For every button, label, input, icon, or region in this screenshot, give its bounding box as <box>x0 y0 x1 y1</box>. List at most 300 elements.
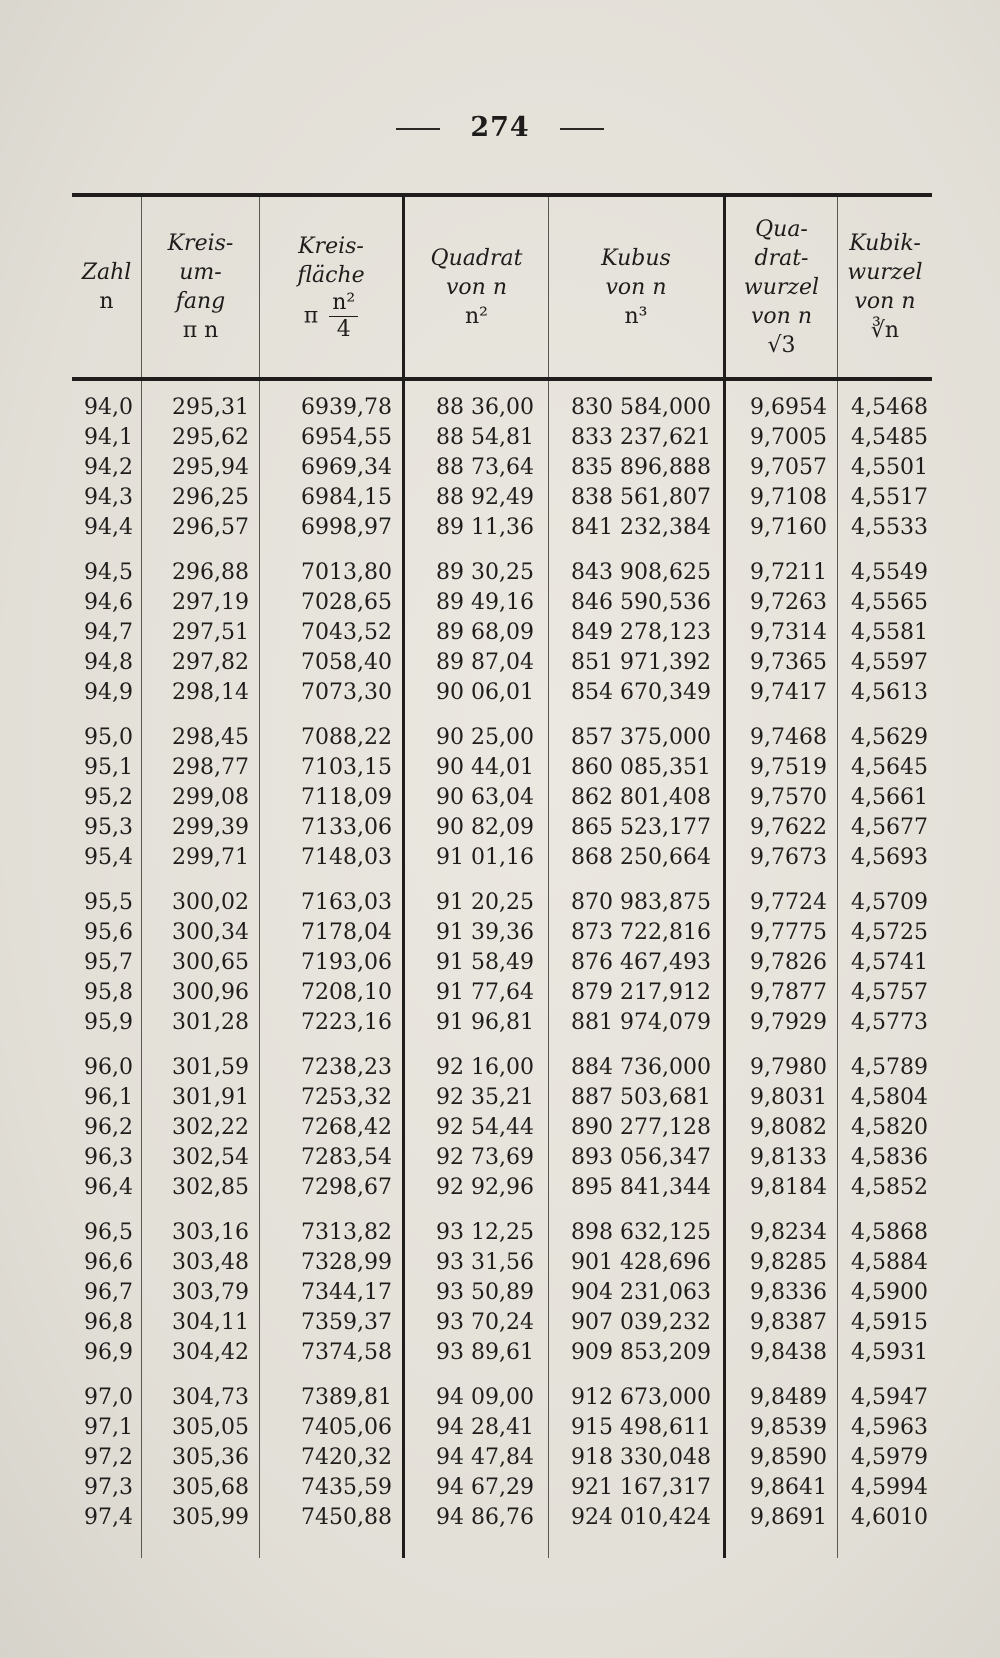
table-cell: 4,5804 <box>851 1085 928 1110</box>
table-cell: 4,5613 <box>851 680 928 705</box>
table-cell: 9,8489 <box>750 1385 827 1410</box>
table-cell: 854 670,349 <box>571 680 711 705</box>
table-cell: 9,8387 <box>750 1310 827 1335</box>
table-cell: 7420,32 <box>301 1445 392 1470</box>
table-cell: 898 632,125 <box>571 1220 711 1245</box>
row-group <box>260 1383 402 1533</box>
row-group <box>838 1383 932 1533</box>
table-cell: 860 085,351 <box>571 755 711 780</box>
table-cell: 9,7673 <box>750 845 827 870</box>
table-cell: 9,8285 <box>750 1250 827 1275</box>
table-cell: 92 35,21 <box>436 1085 534 1110</box>
table-cell: 9,7160 <box>750 515 827 540</box>
table-cell: 95,9 <box>84 1010 133 1035</box>
table-cell: 90 82,09 <box>436 815 534 840</box>
header-kubus <box>549 197 726 377</box>
table-cell: 4,5517 <box>851 485 928 510</box>
row-group <box>838 393 932 543</box>
table-cell: 296,88 <box>172 560 249 585</box>
row-group <box>260 723 402 873</box>
table-cell: 907 039,232 <box>571 1310 711 1335</box>
table-cell: 303,48 <box>172 1250 249 1275</box>
table-cell: 92 16,00 <box>436 1055 534 1080</box>
table-cell: 299,71 <box>172 845 249 870</box>
header-zahl-label: Zahl <box>81 260 132 285</box>
table-cell: 9,8031 <box>750 1085 827 1110</box>
table-cell: 96,2 <box>84 1115 133 1140</box>
table-cell: 6969,34 <box>301 455 392 480</box>
table-cell: 299,08 <box>172 785 249 810</box>
table-cell: 830 584,000 <box>571 395 711 420</box>
table-cell: 912 673,000 <box>571 1385 711 1410</box>
table-cell: 7223,16 <box>301 1010 392 1035</box>
table-cell: 305,68 <box>172 1475 249 1500</box>
table-cell: 6998,97 <box>301 515 392 540</box>
table-cell: 4,5900 <box>851 1280 928 1305</box>
row-group <box>260 393 402 543</box>
table-cell: 88 92,49 <box>436 485 534 510</box>
table-cell: 96,4 <box>84 1175 133 1200</box>
header-kubus-symbol: n³ <box>624 303 648 329</box>
column-quadratwurzel <box>726 381 838 1558</box>
table-cell: 6954,55 <box>301 425 392 450</box>
row-group <box>260 558 402 708</box>
header-kwurzel-line3: von n <box>854 289 916 314</box>
table-cell: 302,22 <box>172 1115 249 1140</box>
column-kreisflaeche <box>260 381 405 1558</box>
table-cell: 4,5915 <box>851 1310 928 1335</box>
table-cell: 305,05 <box>172 1415 249 1440</box>
table-cell: 91 96,81 <box>436 1010 534 1035</box>
table-cell: 7178,04 <box>301 920 392 945</box>
table-cell: 89 49,16 <box>436 590 534 615</box>
table-cell: 6939,78 <box>301 395 392 420</box>
table-cell: 93 50,89 <box>436 1280 534 1305</box>
table-cell: 9,8641 <box>750 1475 827 1500</box>
table-cell: 4,5581 <box>851 620 928 645</box>
table-cell: 94 67,29 <box>436 1475 534 1500</box>
table-cell: 4,5501 <box>851 455 928 480</box>
table-cell: 301,91 <box>172 1085 249 1110</box>
row-group <box>838 723 932 873</box>
row-group <box>549 393 723 543</box>
table-cell: 7359,37 <box>301 1310 392 1335</box>
table-cell: 904 231,063 <box>571 1280 711 1305</box>
row-group <box>405 723 548 873</box>
header-qwurzel-line1: Qua- <box>755 216 808 242</box>
row-group <box>72 888 141 1038</box>
table-cell: 96,6 <box>84 1250 133 1275</box>
table-cell: 95,2 <box>84 785 133 810</box>
table-cell: 851 971,392 <box>571 650 711 675</box>
table-cell: 4,5549 <box>851 560 928 585</box>
table-cell: 92 73,69 <box>436 1145 534 1170</box>
row-group <box>726 1383 837 1533</box>
table-cell: 96,9 <box>84 1340 133 1365</box>
table-cell: 9,8184 <box>750 1175 827 1200</box>
table-cell: 4,5677 <box>851 815 928 840</box>
table-cell: 4,5533 <box>851 515 928 540</box>
table-cell: 4,5820 <box>851 1115 928 1140</box>
row-group <box>549 888 723 1038</box>
table-cell: 924 010,424 <box>571 1505 711 1530</box>
table-cell: 838 561,807 <box>571 485 711 510</box>
row-group <box>405 558 548 708</box>
table-cell: 7313,82 <box>301 1220 392 1245</box>
table-cell: 303,79 <box>172 1280 249 1305</box>
column-quadrat <box>405 381 549 1558</box>
table-cell: 4,5693 <box>851 845 928 870</box>
table-cell: 7253,32 <box>301 1085 392 1110</box>
row-group <box>726 723 837 873</box>
table-cell: 88 73,64 <box>436 455 534 480</box>
table-cell: 94 86,76 <box>436 1505 534 1530</box>
header-quadrat-line1: Quadrat <box>430 245 523 271</box>
row-group <box>549 723 723 873</box>
table-cell: 89 68,09 <box>436 620 534 645</box>
table-cell: 9,7211 <box>750 560 827 585</box>
table-cell: 301,28 <box>172 1010 249 1035</box>
table-cell: 297,82 <box>172 650 249 675</box>
table-cell: 295,62 <box>172 425 249 450</box>
table-cell: 91 20,25 <box>436 890 534 915</box>
table-cell: 9,7826 <box>750 950 827 975</box>
page-number <box>0 112 1000 143</box>
column-kreisumfang <box>142 381 260 1558</box>
row-group <box>72 723 141 873</box>
table-cell: 94,5 <box>84 560 133 585</box>
table-cell: 7405,06 <box>301 1415 392 1440</box>
table-cell: 9,7468 <box>750 725 827 750</box>
row-group <box>142 888 259 1038</box>
header-kwurzel-line2: wurzel <box>847 260 923 285</box>
table-cell: 9,7929 <box>750 1010 827 1035</box>
row-group <box>142 1053 259 1203</box>
table-cell: 94,7 <box>84 620 133 645</box>
table-cell: 96,5 <box>84 1220 133 1245</box>
column-kubikwurzel <box>838 381 932 1558</box>
table-cell: 93 70,24 <box>436 1310 534 1335</box>
table-cell: 7193,06 <box>301 950 392 975</box>
table-cell: 4,5773 <box>851 1010 928 1035</box>
table-cell: 95,1 <box>84 755 133 780</box>
table-cell: 94 28,41 <box>436 1415 534 1440</box>
table-cell: 4,5661 <box>851 785 928 810</box>
table-cell: 298,14 <box>172 680 249 705</box>
table-cell: 9,7570 <box>750 785 827 810</box>
table-cell: 95,5 <box>84 890 133 915</box>
header-kubikwurzel <box>838 197 932 377</box>
table-cell: 9,8539 <box>750 1415 827 1440</box>
table-cell: 94,4 <box>84 515 133 540</box>
table-cell: 4,5629 <box>851 725 928 750</box>
table-cell: 7283,54 <box>301 1145 392 1170</box>
table-cell: 96,8 <box>84 1310 133 1335</box>
table-cell: 91 77,64 <box>436 980 534 1005</box>
row-group <box>142 1218 259 1368</box>
table-cell: 7013,80 <box>301 560 392 585</box>
table-cell: 4,5757 <box>851 980 928 1005</box>
row-group <box>142 558 259 708</box>
table-cell: 4,5931 <box>851 1340 928 1365</box>
header-kreisumfang <box>142 197 260 377</box>
table-cell: 9,7417 <box>750 680 827 705</box>
table-cell: 90 63,04 <box>436 785 534 810</box>
table-cell: 90 06,01 <box>436 680 534 705</box>
table-cell: 4,5994 <box>851 1475 928 1500</box>
row-group <box>838 558 932 708</box>
table-cell: 870 983,875 <box>571 890 711 915</box>
table-cell: 7268,42 <box>301 1115 392 1140</box>
table-cell: 9,8590 <box>750 1445 827 1470</box>
table-cell: 7118,09 <box>301 785 392 810</box>
table-cell: 97,1 <box>84 1415 133 1440</box>
table-cell: 4,6010 <box>851 1505 928 1530</box>
table-cell: 4,5963 <box>851 1415 928 1440</box>
table-cell: 4,5741 <box>851 950 928 975</box>
table-cell: 9,6954 <box>750 395 827 420</box>
table-cell: 4,5979 <box>851 1445 928 1470</box>
table-cell: 876 467,493 <box>571 950 711 975</box>
table-cell: 296,57 <box>172 515 249 540</box>
row-group <box>838 1053 932 1203</box>
table-cell: 7374,58 <box>301 1340 392 1365</box>
table-cell: 7058,40 <box>301 650 392 675</box>
table-cell: 300,96 <box>172 980 249 1005</box>
row-group <box>726 1053 837 1203</box>
table-cell: 873 722,816 <box>571 920 711 945</box>
table-cell: 94,0 <box>84 395 133 420</box>
header-quadrat <box>405 197 549 377</box>
table-cell: 9,8234 <box>750 1220 827 1245</box>
table-cell: 90 44,01 <box>436 755 534 780</box>
table-cell: 9,7057 <box>750 455 827 480</box>
table-cell: 893 056,347 <box>571 1145 711 1170</box>
header-zahl-symbol: n <box>99 289 114 314</box>
table-cell: 9,8082 <box>750 1115 827 1140</box>
row-group <box>549 1383 723 1533</box>
table-cell: 93 89,61 <box>436 1340 534 1365</box>
table-cell: 9,7622 <box>750 815 827 840</box>
fraction <box>329 290 358 343</box>
header-flaeche-line1: Kreis- <box>298 233 364 259</box>
table-cell: 295,31 <box>172 395 249 420</box>
row-group <box>72 1218 141 1368</box>
row-group <box>72 1053 141 1203</box>
row-group <box>260 888 402 1038</box>
table-cell: 884 736,000 <box>571 1055 711 1080</box>
table-cell: 89 11,36 <box>436 515 534 540</box>
table-cell: 835 896,888 <box>571 455 711 480</box>
table-cell: 9,7775 <box>750 920 827 945</box>
header-zahl <box>72 197 142 377</box>
table-cell: 96,3 <box>84 1145 133 1170</box>
table-cell: 304,73 <box>172 1385 249 1410</box>
table-cell: 868 250,664 <box>571 845 711 870</box>
table-cell: 94 09,00 <box>436 1385 534 1410</box>
table-cell: 4,5485 <box>851 425 928 450</box>
table-cell: 305,36 <box>172 1445 249 1470</box>
table-cell: 88 36,00 <box>436 395 534 420</box>
header-kwurzel-line1: Kubik- <box>849 231 921 256</box>
header-kubus-line2: von n <box>605 274 667 300</box>
table-cell: 9,8691 <box>750 1505 827 1530</box>
table-cell: 833 237,621 <box>571 425 711 450</box>
table-cell: 96,7 <box>84 1280 133 1305</box>
table-cell: 4,5852 <box>851 1175 928 1200</box>
table-cell: 7450,88 <box>301 1505 392 1530</box>
left-dash <box>396 128 440 130</box>
row-group <box>142 1383 259 1533</box>
table-cell: 9,8438 <box>750 1340 827 1365</box>
table-cell: 9,7108 <box>750 485 827 510</box>
table-cell: 9,8133 <box>750 1145 827 1170</box>
table-cell: 304,11 <box>172 1310 249 1335</box>
table-cell: 95,6 <box>84 920 133 945</box>
row-group <box>726 888 837 1038</box>
row-group <box>838 1218 932 1368</box>
table-cell: 909 853,209 <box>571 1340 711 1365</box>
header-qwurzel-line4: von n <box>750 303 812 329</box>
table-cell: 849 278,123 <box>571 620 711 645</box>
table-cell: 95,4 <box>84 845 133 870</box>
table-header <box>72 197 932 377</box>
table-cell: 7148,03 <box>301 845 392 870</box>
table-cell: 865 523,177 <box>571 815 711 840</box>
table-cell: 7389,81 <box>301 1385 392 1410</box>
header-kwurzel-symbol: ∛n <box>870 318 900 343</box>
row-group <box>549 1218 723 1368</box>
row-group <box>405 1383 548 1533</box>
row-group <box>726 1218 837 1368</box>
column-zahl <box>72 381 142 1558</box>
table-cell: 97,2 <box>84 1445 133 1470</box>
table-cell: 90 25,00 <box>436 725 534 750</box>
table-cell: 92 54,44 <box>436 1115 534 1140</box>
table-cell: 901 428,696 <box>571 1250 711 1275</box>
table-cell: 94,6 <box>84 590 133 615</box>
table-cell: 921 167,317 <box>571 1475 711 1500</box>
table-cell: 300,02 <box>172 890 249 915</box>
table-cell: 96,1 <box>84 1085 133 1110</box>
row-group <box>549 1053 723 1203</box>
table-cell: 915 498,611 <box>571 1415 711 1440</box>
row-group <box>72 558 141 708</box>
table-cell: 4,5836 <box>851 1145 928 1170</box>
row-group <box>405 393 548 543</box>
table-cell: 95,7 <box>84 950 133 975</box>
fraction-denominator: 4 <box>336 316 351 342</box>
table-cell: 7328,99 <box>301 1250 392 1275</box>
row-group <box>405 888 548 1038</box>
table-cell: 297,51 <box>172 620 249 645</box>
row-group <box>405 1053 548 1203</box>
table-cell: 95,8 <box>84 980 133 1005</box>
table-cell: 93 31,56 <box>436 1250 534 1275</box>
row-group <box>726 393 837 543</box>
header-umfang-line2: um- <box>179 260 222 285</box>
table-cell: 96,0 <box>84 1055 133 1080</box>
table-cell: 297,19 <box>172 590 249 615</box>
table-cell: 9,7877 <box>750 980 827 1005</box>
header-quadrat-line2: von n <box>445 274 507 300</box>
row-group <box>142 723 259 873</box>
table-cell: 843 908,625 <box>571 560 711 585</box>
fraction-numerator: n² <box>329 290 358 317</box>
header-qwurzel-line3: wurzel <box>743 274 820 300</box>
table-cell: 4,5468 <box>851 395 928 420</box>
table-cell: 94,9 <box>84 680 133 705</box>
table-cell: 296,25 <box>172 485 249 510</box>
table-cell: 305,99 <box>172 1505 249 1530</box>
table-cell: 94,8 <box>84 650 133 675</box>
table-cell: 4,5725 <box>851 920 928 945</box>
table-cell: 7435,59 <box>301 1475 392 1500</box>
table-cell: 7344,17 <box>301 1280 392 1305</box>
table-cell: 7088,22 <box>301 725 392 750</box>
table-cell: 7298,67 <box>301 1175 392 1200</box>
row-group <box>838 888 932 1038</box>
table-cell: 92 92,96 <box>436 1175 534 1200</box>
table-cell: 4,5597 <box>851 650 928 675</box>
table-cell: 7103,15 <box>301 755 392 780</box>
table-cell: 9,7724 <box>750 890 827 915</box>
table-cell: 89 30,25 <box>436 560 534 585</box>
table-cell: 91 01,16 <box>436 845 534 870</box>
row-group <box>726 558 837 708</box>
pi-symbol: π <box>303 303 319 328</box>
row-group <box>260 1218 402 1368</box>
table-cell: 94,1 <box>84 425 133 450</box>
table-cell: 7163,03 <box>301 890 392 915</box>
table-cell: 4,5884 <box>851 1250 928 1275</box>
table-cell: 918 330,048 <box>571 1445 711 1470</box>
table-cell: 879 217,912 <box>571 980 711 1005</box>
table-cell: 298,77 <box>172 755 249 780</box>
table-cell: 7133,06 <box>301 815 392 840</box>
table-cell: 300,65 <box>172 950 249 975</box>
table-cell: 91 58,49 <box>436 950 534 975</box>
header-qwurzel-line2: drat- <box>754 245 809 271</box>
table-cell: 4,5868 <box>851 1220 928 1245</box>
table-cell: 303,16 <box>172 1220 249 1245</box>
header-flaeche-line2: fläche <box>297 262 365 288</box>
header-umfang-line1: Kreis- <box>167 231 234 256</box>
header-quadrat-symbol: n² <box>465 303 488 329</box>
page-number-text: 274 <box>470 112 530 143</box>
table-cell: 302,85 <box>172 1175 249 1200</box>
number-table <box>72 193 932 1558</box>
table-cell: 7043,52 <box>301 620 392 645</box>
header-kubus-line1: Kubus <box>601 245 671 271</box>
table-cell: 862 801,408 <box>571 785 711 810</box>
table-cell: 97,3 <box>84 1475 133 1500</box>
table-cell: 7073,30 <box>301 680 392 705</box>
table-cell: 93 12,25 <box>436 1220 534 1245</box>
table-cell: 4,5709 <box>851 890 928 915</box>
table-cell: 298,45 <box>172 725 249 750</box>
table-cell: 94 47,84 <box>436 1445 534 1470</box>
table-cell: 97,0 <box>84 1385 133 1410</box>
table-cell: 95,0 <box>84 725 133 750</box>
table-cell: 95,3 <box>84 815 133 840</box>
table-cell: 94,3 <box>84 485 133 510</box>
table-body <box>72 381 932 1558</box>
table-cell: 301,59 <box>172 1055 249 1080</box>
table-cell: 4,5645 <box>851 755 928 780</box>
table-cell: 88 54,81 <box>436 425 534 450</box>
table-cell: 6984,15 <box>301 485 392 510</box>
